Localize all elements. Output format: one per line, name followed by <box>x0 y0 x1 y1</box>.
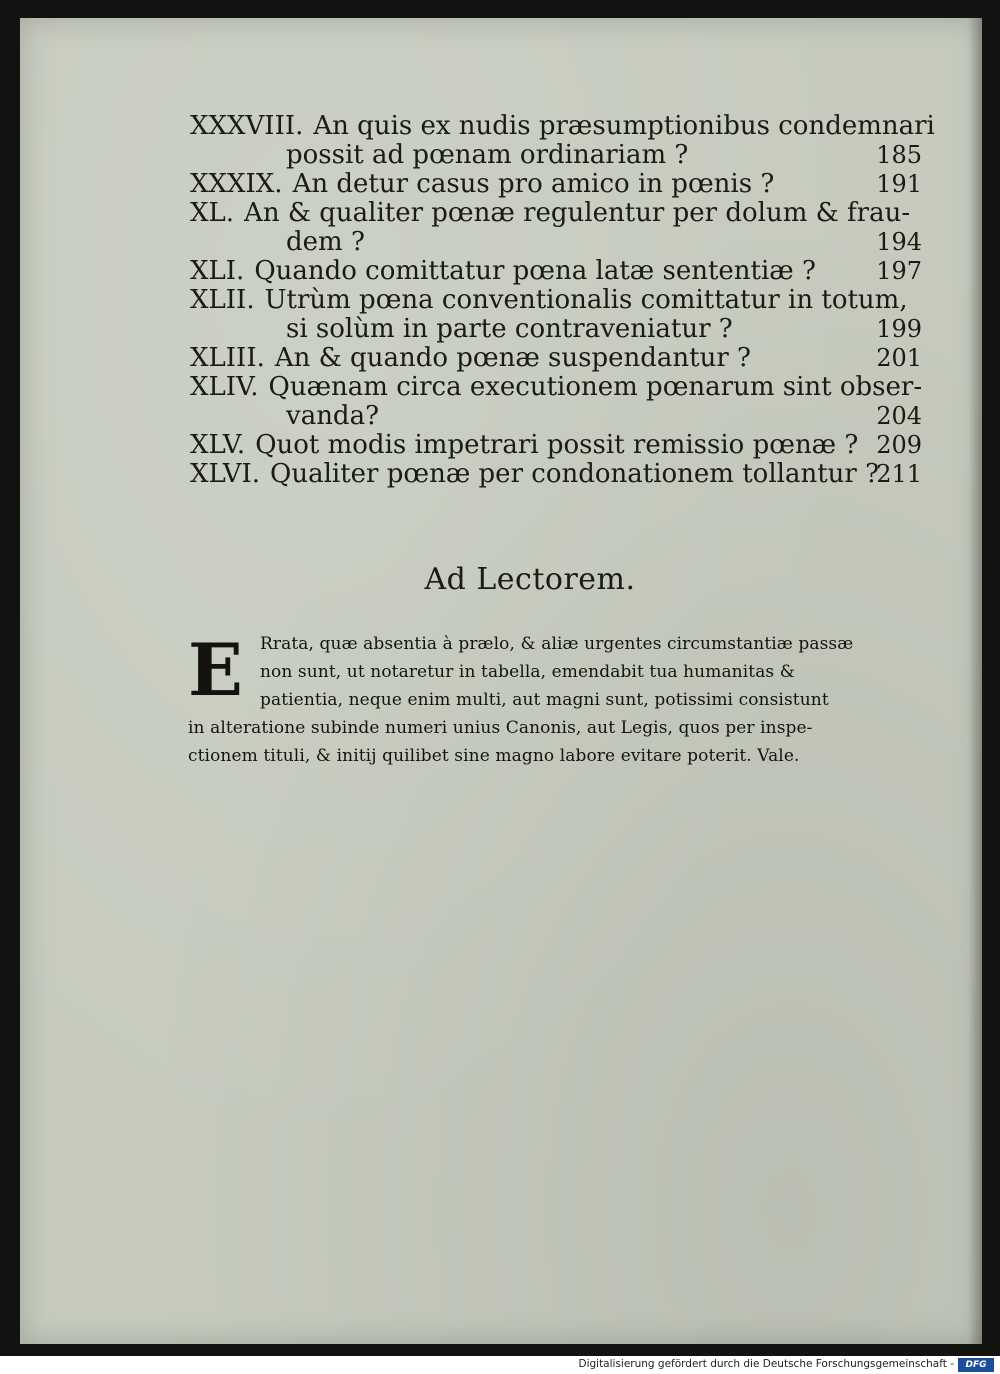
toc-row <box>190 228 922 257</box>
toc-number: XXXIX. <box>190 169 283 199</box>
toc-title: Quot modis impetrari possit remissio pœnæ ? <box>255 430 859 460</box>
paragraph-line: non sunt, ut notaretur in tabella, emendabit tua humanitas & <box>260 662 795 682</box>
toc-page: 201 <box>876 344 922 372</box>
toc-page: 194 <box>876 228 922 256</box>
page-edge-shadow <box>968 18 982 1344</box>
toc-row <box>190 431 922 460</box>
toc-row <box>190 460 922 489</box>
errata-paragraph <box>188 627 924 770</box>
toc-row <box>190 402 922 431</box>
drop-cap: E <box>188 627 243 712</box>
toc-page: 185 <box>876 141 922 169</box>
toc-row <box>190 199 922 228</box>
toc-number: XLIV. <box>190 372 259 402</box>
toc-row <box>190 111 935 141</box>
toc-page: 197 <box>876 257 922 285</box>
toc-page: 209 <box>876 431 922 459</box>
toc-row <box>190 170 922 199</box>
toc-number: XLV. <box>190 430 246 460</box>
dfg-logo: DFG <box>958 1358 994 1372</box>
toc-title: dem ? <box>286 227 365 257</box>
toc-title: Qualiter pœnæ per condonationem tollantur ? <box>270 459 880 489</box>
toc-title: possit ad pœnam ordinariam ? <box>286 140 689 170</box>
toc-row <box>190 373 922 402</box>
toc-row <box>190 286 922 315</box>
toc-row <box>190 344 922 373</box>
digitization-footer <box>0 1356 1000 1374</box>
toc-title: An detur casus pro amico in pœnis ? <box>292 169 775 199</box>
toc-number: XXXVIII. <box>190 111 304 141</box>
toc-page: 204 <box>876 402 922 430</box>
paragraph-line: Rrata, quæ absentia à prælo, & aliæ urgentes circumstantiæ passæ <box>260 634 854 654</box>
toc-page: 199 <box>876 315 922 343</box>
toc-page: 211 <box>876 460 922 488</box>
toc-title: vanda? <box>286 401 380 431</box>
toc-title: si solùm in parte contraveniatur ? <box>286 314 733 344</box>
toc-title: An & quando pœnæ suspendantur ? <box>274 343 751 373</box>
section-heading: Ad Lectorem. <box>424 562 636 597</box>
toc-page: 191 <box>876 170 922 198</box>
funding-notice: Digitalisierung gefördert durch die Deutsche Forschungsgemeinschaft - <box>578 1358 954 1370</box>
toc-number: XLII. <box>190 285 255 315</box>
paragraph-line: in alteratione subinde numeri unius Canonis, aut Legis, quos per inspe- <box>188 718 813 738</box>
toc-title: Quænam circa executionem pœnarum sint obser- <box>268 372 923 402</box>
toc-row <box>190 315 922 344</box>
toc-number: XLIII. <box>190 343 265 373</box>
toc-title: An & qualiter pœnæ regulentur per dolum & frau- <box>244 198 911 228</box>
paragraph-line: ctionem tituli, & initij quilibet sine magno labore evitare poterit. Vale. <box>188 746 800 766</box>
toc-row <box>190 141 922 170</box>
toc-number: XLI. <box>190 256 245 286</box>
toc-title: Utrùm pœna conventionalis comittatur in totum, <box>264 285 908 315</box>
paragraph-line: patientia, neque enim multi, aut magni sunt, potissimi consistunt <box>260 690 829 710</box>
toc-row <box>190 257 922 286</box>
toc-number: XLVI. <box>190 459 261 489</box>
toc-number: XL. <box>190 198 235 228</box>
toc-title: An quis ex nudis præsumptionibus condemnari <box>313 111 935 141</box>
toc-title: Quando comittatur pœna latæ sententiæ ? <box>254 256 816 286</box>
table-of-contents <box>190 111 935 489</box>
